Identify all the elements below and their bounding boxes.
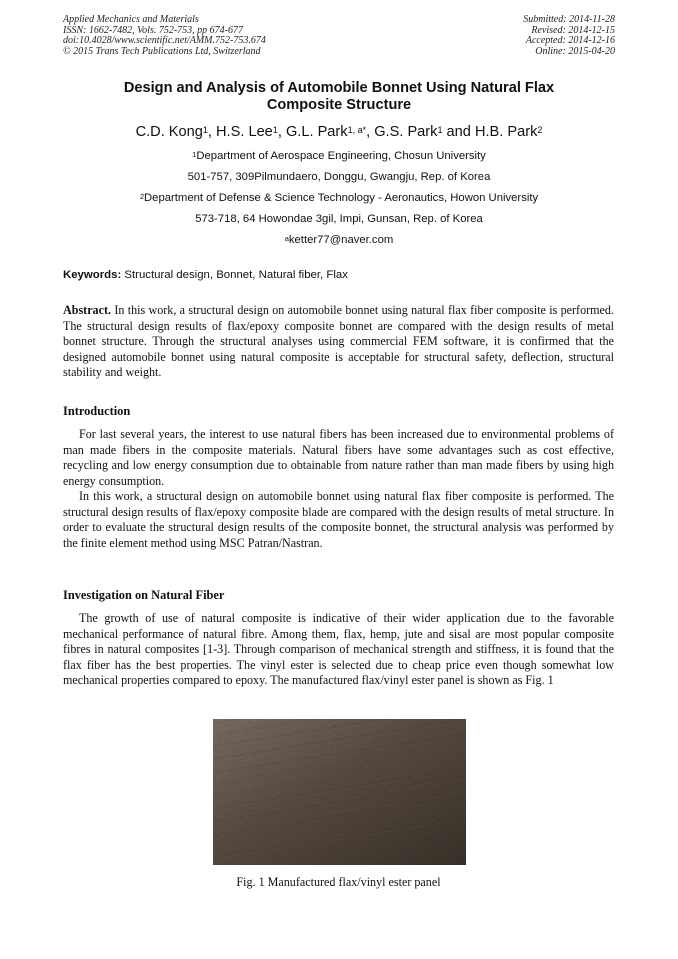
author-affiliation-sup: 1: [437, 125, 443, 135]
affiliation-text: Department of Aerospace Engineering, Chosun University: [196, 150, 486, 162]
abstract-label: Abstract.: [63, 303, 112, 317]
paragraph-text: For last several years, the interest to use natural fibers has been increased due to environmental problems of man made fibers in the composite materials. Natural fibers have some advantages such as cost effective, recycling and low energy consumption due to obtainable from nature rather than man made fibers by using high energy consumption.: [63, 427, 614, 488]
natural-fiber-paragraph: [63, 611, 614, 689]
abstract-text: In this work, a structural design on automobile bonnet using natural flax fiber composite is performed. The structural design results of flax/epoxy composite bonnet are compared with the design results of metal bonnet structure. Through the structural analyses using commercial FEM software, it is confirmed that the designed automobile bonnet using natural composite is acceptable for structural safety, deflection, structural stability and weight.: [63, 303, 614, 379]
author-name: G.L. Park: [285, 124, 348, 140]
author-name: H.S. Lee: [216, 124, 273, 140]
author-separator: and: [442, 124, 475, 140]
author-affiliation-sup: 2: [537, 125, 543, 135]
natural-fiber-heading: Investigation on Natural Fiber: [63, 588, 225, 602]
paragraph-text: In this work, a structural design on automobile bonnet using natural flax fiber composite is performed. The structural design results of flax/epoxy composite blade are compared with the design results of metal structure. In order to evaluate the structural design results of the composite bonnet, the structural analysis was performed by the finite element method using MSC Patran/Nastran.: [63, 489, 614, 550]
keywords-text: Structural design, Bonnet, Natural fiber, Flax: [121, 269, 348, 281]
author-name: C.D. Kong: [135, 124, 203, 140]
flax-panel-image: [213, 719, 466, 865]
email-sup: a: [284, 234, 289, 243]
author-name: H.B. Park: [474, 124, 538, 140]
flax-panel-photo: [213, 719, 466, 865]
author-separator: ,: [366, 124, 375, 140]
email-text: ketter77@naver.com: [288, 234, 394, 246]
accepted-date: Accepted: 2014-12-16: [525, 35, 615, 47]
revised-date: Revised: 2014-12-15: [531, 24, 615, 36]
copyright-line: © 2015 Trans Tech Publications Ltd, Switzerland: [63, 45, 261, 57]
paper-title: [70, 80, 608, 114]
author-separator: ,: [207, 124, 217, 140]
affiliation-text: Department of Defense & Science Technology - Aeronautics, Howon University: [144, 192, 539, 204]
online-date: Online: 2015-04-20: [535, 45, 615, 57]
journal-name: Applied Mechanics and Materials: [63, 14, 199, 25]
title-line-1: Design and Analysis of Automobile Bonnet Using Natural Flax: [123, 80, 555, 96]
affiliation-2-line-2: 573-718, 64 Howondae 3gil, Impi, Gunsan, Rep. of Korea: [195, 213, 483, 225]
author-affiliation-sup: 1: [272, 125, 278, 135]
journal-header-right: [523, 15, 615, 57]
keywords-label: Keywords:: [63, 269, 122, 281]
paragraph-text: The growth of use of natural composite is indicative of their wider application due to the favorable mechanical performance of natural fibre. Among them, flax, hemp, jute and sisal are most popular composite fibres in natural composites [1-3]. Through comparison of mechanical strength and stiffness, it is found that the flax fiber has the best properties. The vinyl ester is selected due to cheap price even though somewhat low mechanical properties compared to epoxy. The manufactured flax/vinyl ester panel is shown as Fig. 1: [63, 611, 614, 687]
introduction-paragraph-2: [63, 489, 614, 551]
author-affiliation-sup: 1: [202, 125, 208, 135]
author-separator: ,: [277, 124, 286, 140]
affiliation-sup: 1: [192, 150, 197, 159]
affiliation-2-line-1: [40, 191, 638, 205]
keywords: [63, 268, 623, 282]
author-name: G.S. Park: [374, 124, 438, 140]
title-line-2: Composite Structure: [266, 97, 412, 113]
submitted-date: Submitted: 2014-11-28: [523, 14, 615, 25]
author-list: [40, 123, 638, 141]
journal-header-left: [63, 15, 266, 57]
corresponding-email: [40, 233, 638, 247]
affiliation-1-line-1: [40, 149, 638, 163]
affiliation-sup: 2: [139, 192, 145, 201]
abstract: [63, 303, 614, 381]
figure-caption: Fig. 1 Manufactured flax/vinyl ester panel: [236, 875, 441, 889]
affiliation-1-line-2: 501-757, 309Pilmundaero, Donggu, Gwangju, Rep. of Korea: [187, 171, 491, 183]
issn-line: ISSN: 1662-7482, Vols. 752-753, pp 674-677: [63, 24, 243, 36]
introduction-paragraph-1: [63, 427, 614, 489]
doi-line: doi:10.4028/www.scientific.net/AMM.752-753.674: [63, 35, 266, 47]
author-affiliation-sup: 1, a*: [347, 125, 367, 135]
introduction-heading: Introduction: [63, 404, 131, 418]
